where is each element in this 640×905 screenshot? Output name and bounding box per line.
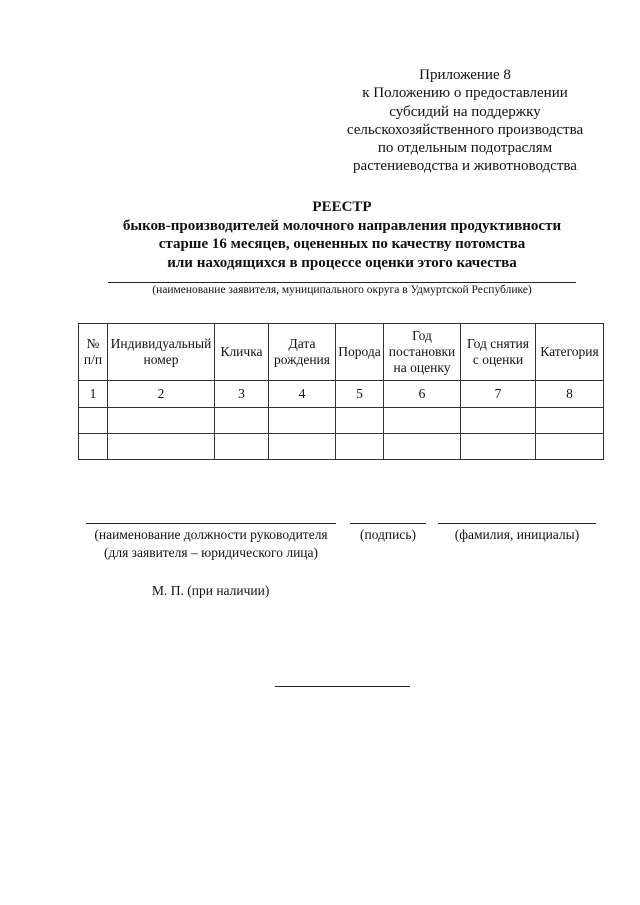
table-row bbox=[79, 434, 604, 460]
column-number-cell: 3 bbox=[215, 381, 269, 408]
table-cell bbox=[269, 408, 336, 434]
applicant-blank-line bbox=[108, 282, 576, 283]
column-number-cell: 4 bbox=[269, 381, 336, 408]
registry-table bbox=[78, 323, 604, 460]
table-cell bbox=[384, 408, 461, 434]
column-number-cell: 8 bbox=[536, 381, 604, 408]
table-cell bbox=[336, 434, 384, 460]
position-blank-line bbox=[86, 523, 336, 524]
table-cell bbox=[269, 434, 336, 460]
table-cell bbox=[461, 408, 536, 434]
seal-note: М. П. (при наличии) bbox=[152, 583, 270, 598]
header-cell: Категория bbox=[536, 324, 604, 381]
table-cell bbox=[215, 408, 269, 434]
name-caption: (фамилия, инициалы) bbox=[454, 527, 580, 542]
document-title bbox=[80, 198, 604, 272]
header-cell: Год снятия с оценки bbox=[461, 324, 536, 381]
annex-line: по отдельным подотраслям bbox=[377, 140, 553, 157]
table-cell bbox=[79, 434, 108, 460]
title-heading: РЕЕСТР bbox=[312, 199, 372, 215]
table-cell bbox=[536, 434, 604, 460]
title-line: быков-производителей молочного направления продуктивности bbox=[122, 217, 562, 234]
table-row bbox=[79, 408, 604, 434]
annex-line: растениеводства и животноводства bbox=[353, 158, 577, 175]
signature-blank-line bbox=[350, 523, 426, 524]
header-cell: № п/п bbox=[79, 324, 108, 381]
column-number-row bbox=[79, 381, 604, 408]
column-number-cell: 2 bbox=[108, 381, 215, 408]
table-header-row bbox=[79, 324, 604, 381]
header-cell: Кличка bbox=[215, 324, 269, 381]
name-blank-line bbox=[438, 523, 596, 524]
header-cell: Дата рождения bbox=[269, 324, 336, 381]
annex-line: к Положению о предоставлении bbox=[362, 85, 568, 102]
applicant-caption: (наименование заявителя, муниципального округа в Удмуртской Республике) bbox=[152, 284, 532, 296]
position-caption-line: (наименование должности руководителя bbox=[94, 527, 328, 542]
annex-line: сельскохозяйственного производства bbox=[346, 121, 584, 138]
annex-reference bbox=[330, 66, 600, 176]
column-number-cell: 5 bbox=[336, 381, 384, 408]
title-line: старше 16 месяцев, оцененных по качеству потомства bbox=[158, 236, 526, 252]
annex-line: Приложение 8 bbox=[419, 67, 511, 83]
column-number-cell: 1 bbox=[79, 381, 108, 408]
table-cell bbox=[461, 434, 536, 460]
table-cell bbox=[215, 434, 269, 460]
header-cell: Индивидуальный номер bbox=[108, 324, 215, 381]
signature-caption: (подпись) bbox=[359, 527, 417, 542]
column-number-cell: 6 bbox=[384, 381, 461, 408]
table-cell bbox=[384, 434, 461, 460]
header-cell: Порода bbox=[336, 324, 384, 381]
title-line: или находящихся в процессе оценки этого качества bbox=[167, 254, 517, 271]
table-cell bbox=[108, 408, 215, 434]
table-cell bbox=[336, 408, 384, 434]
bottom-blank-line bbox=[275, 686, 410, 687]
table-cell bbox=[79, 408, 108, 434]
column-number-cell: 7 bbox=[461, 381, 536, 408]
table-cell bbox=[108, 434, 215, 460]
header-cell: Год постановки на оценку bbox=[384, 324, 461, 381]
table-cell bbox=[536, 408, 604, 434]
position-caption-line: (для заявителя – юридического лица) bbox=[103, 544, 319, 560]
annex-line: субсидий на поддержку bbox=[389, 103, 541, 120]
position-caption bbox=[86, 526, 336, 561]
